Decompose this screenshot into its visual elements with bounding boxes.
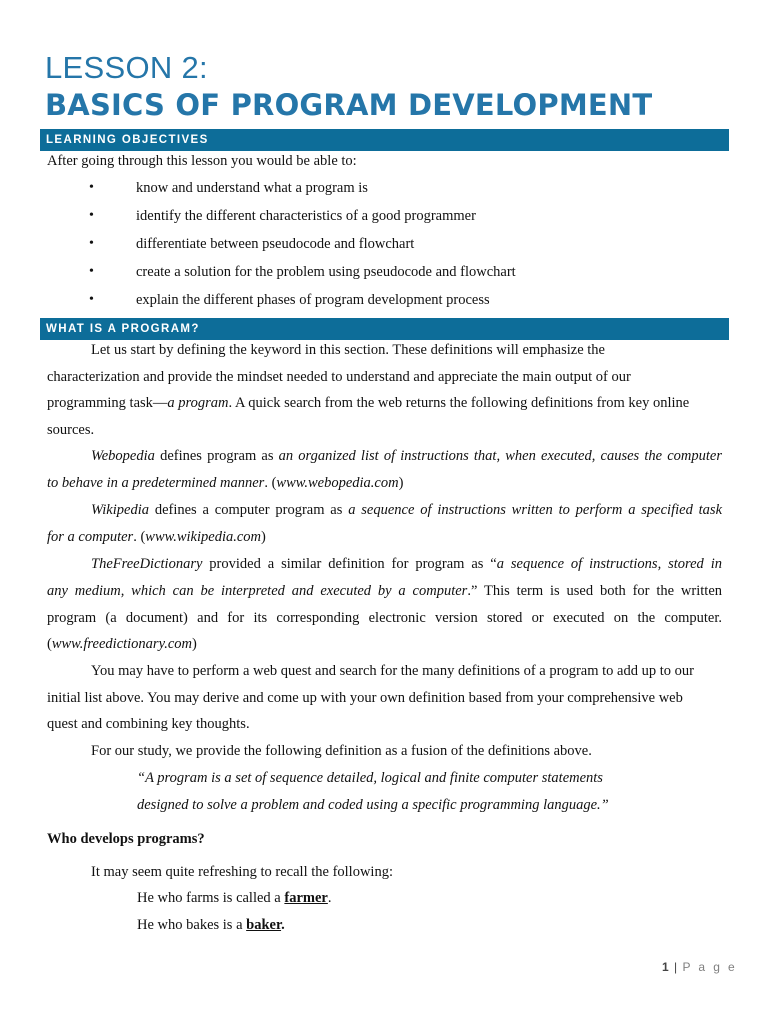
bullet-icon: • (89, 292, 94, 307)
page-number: 1 (662, 960, 670, 974)
freedictionary-definition: TheFreeDictionary provided a similar definition for program as “a sequence of instructions, stored in (91, 556, 722, 572)
body-line: for a computer. (www.wikipedia.com) (47, 529, 266, 545)
webopedia-url: www.webopedia.com (276, 475, 399, 491)
definition-quote: designed to solve a problem and coded using a specific programming language.” (137, 797, 609, 813)
definition-quote: “A program is a set of sequence detailed, logical and finite computer statements (137, 770, 603, 786)
wikipedia-url: www.wikipedia.com (145, 529, 262, 545)
body-line: initial list above. You may derive and come up with your own definition based from your comprehensive web (47, 690, 683, 706)
list-item: know and understand what a program is (136, 180, 368, 196)
freedictionary-url: www.freedictionary.com (51, 636, 192, 652)
baker-word: baker (246, 917, 282, 933)
page-footer: 1 | P a g e (662, 960, 738, 974)
body-line: program (a document) and for its corresponding electronic version stored or executed on the computer. (47, 610, 722, 626)
body-line: It may seem quite refreshing to recall the following: (91, 864, 393, 880)
body-line: sources. (47, 422, 95, 438)
bullet-icon: • (89, 208, 94, 223)
body-line: (www.freedictionary.com) (47, 636, 197, 652)
list-item: identify the different characteristics of a good programmer (136, 208, 476, 224)
wikipedia-definition: Wikipedia defines a computer program as a sequence of instructions written to perform a specified task (91, 502, 723, 518)
list-item: explain the different phases of program development process (136, 292, 490, 308)
bullet-icon: • (89, 236, 94, 251)
lesson-number: LESSON 2: (45, 50, 208, 85)
section-header-program: WHAT IS A PROGRAM? (40, 318, 729, 340)
body-line: quest and combining key thoughts. (47, 716, 250, 732)
body-line: to behave in a predetermined manner. (www.webopedia.com) (47, 475, 404, 491)
webopedia-definition: Webopedia defines program as an organized list of instructions that, when executed, causes the computer (91, 448, 722, 464)
body-line: For our study, we provide the following definition as a fusion of the definitions above. (91, 743, 592, 759)
body-line: He who bakes is a baker. (137, 917, 285, 933)
bullet-icon: • (89, 264, 94, 279)
objectives-intro: After going through this lesson you would be able to: (47, 153, 357, 169)
body-line: Let us start by defining the keyword in this section. These definitions will emphasize the (91, 342, 605, 358)
section-header-objectives: LEARNING OBJECTIVES (40, 129, 729, 151)
list-item: create a solution for the problem using pseudocode and flowchart (136, 264, 516, 280)
bullet-icon: • (89, 180, 94, 195)
page-label: P a g e (682, 960, 738, 974)
body-line: characterization and provide the mindset needed to understand and appreciate the main output of our (47, 369, 631, 385)
body-line: programming task—a program. A quick search from the web returns the following definitions from key online (47, 395, 690, 411)
subheading-who-develops: Who develops programs? (47, 831, 205, 847)
lesson-title: BASICS OF PROGRAM DEVELOPMENT (45, 88, 653, 122)
list-item: differentiate between pseudocode and flowchart (136, 236, 415, 252)
body-line: any medium, which can be interpreted and executed by a computer.” This term is used both for the written (47, 583, 723, 599)
farmer-word: farmer (284, 890, 328, 906)
body-line: He who farms is called a farmer. (137, 890, 332, 906)
body-line: You may have to perform a web quest and search for the many definitions of a program to add up to our (91, 663, 694, 679)
